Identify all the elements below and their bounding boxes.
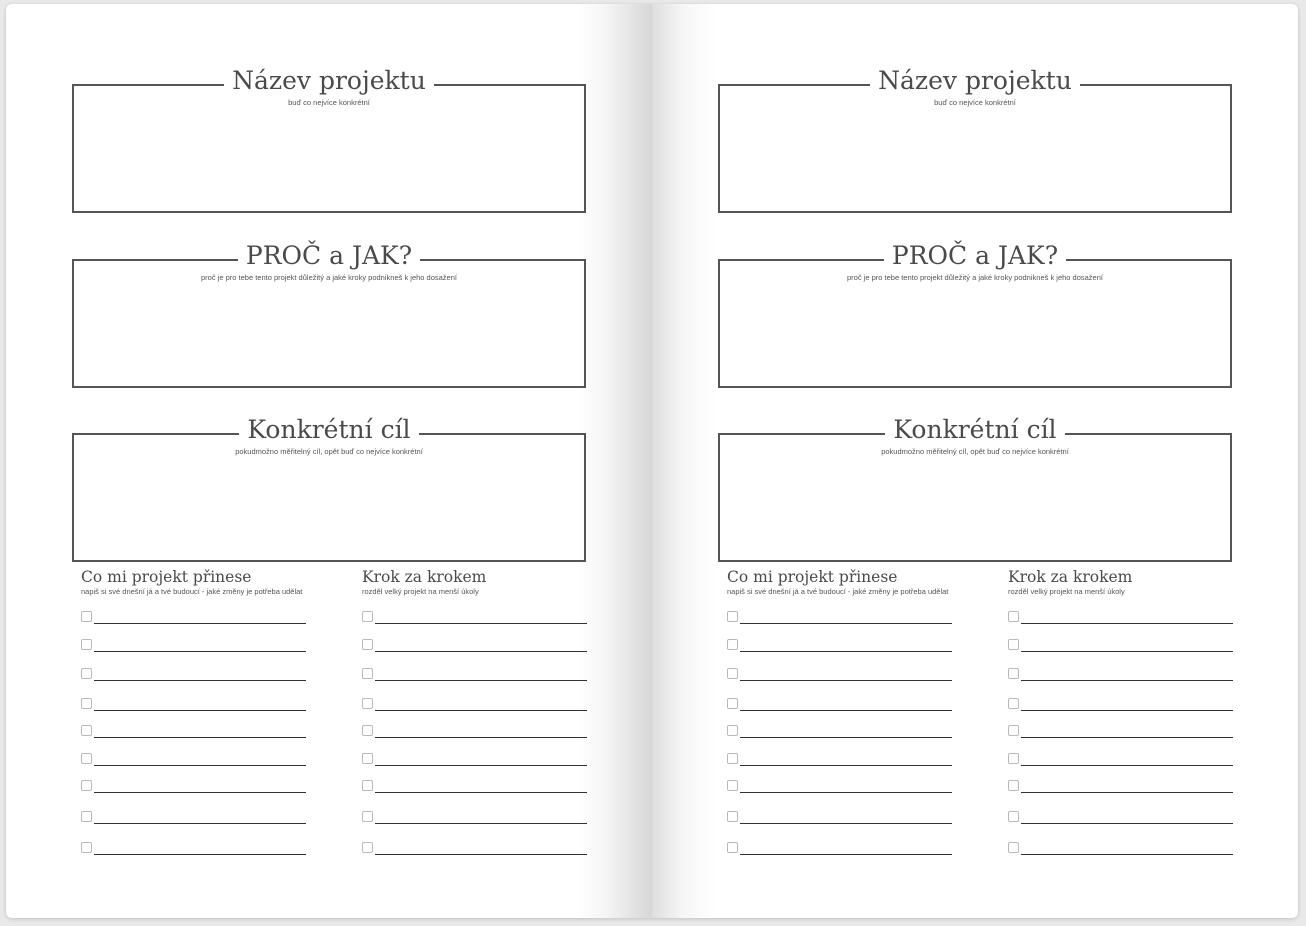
write-line[interactable]: [375, 854, 587, 855]
planner-spread: [6, 4, 1298, 918]
section-title: [72, 415, 586, 445]
checkbox[interactable]: [362, 611, 373, 622]
write-line[interactable]: [740, 854, 952, 855]
write-line[interactable]: [1021, 680, 1233, 681]
checklist-row: [727, 611, 953, 627]
write-line[interactable]: [1021, 823, 1233, 824]
checklist-row: [1008, 753, 1234, 769]
checklist-subtitle: rozděl velký projekt na menší úkoly: [1008, 587, 1125, 596]
section-title: [718, 241, 1232, 271]
section-title-text: Název projektu: [870, 66, 1080, 95]
checklist-title: Krok za krokem: [1008, 568, 1133, 586]
checkbox[interactable]: [1008, 753, 1019, 764]
checklist-row: [362, 639, 588, 655]
checkbox[interactable]: [727, 780, 738, 791]
write-line[interactable]: [94, 792, 306, 793]
checklist-row: [727, 780, 953, 796]
section-subtitle: buď co nejvíce konkrétní: [934, 98, 1016, 107]
write-line[interactable]: [740, 651, 952, 652]
write-line[interactable]: [375, 710, 587, 711]
write-line[interactable]: [375, 680, 587, 681]
section-title-text: Název projektu: [224, 66, 434, 95]
checklist-row: [1008, 725, 1234, 741]
checkbox[interactable]: [1008, 698, 1019, 709]
checklist-row: [1008, 639, 1234, 655]
checkbox[interactable]: [362, 668, 373, 679]
checkbox[interactable]: [362, 842, 373, 853]
checklist-row: [727, 753, 953, 769]
checklist-row: [362, 668, 588, 684]
section-subtitle: buď co nejvíce konkrétní: [288, 98, 370, 107]
section-subtitle: pokudmožno měřitelný cíl, opět buď co nejvíce konkrétní: [881, 447, 1069, 456]
write-line[interactable]: [1021, 710, 1233, 711]
checklist-row: [81, 611, 307, 627]
write-line[interactable]: [740, 680, 952, 681]
right-page: [652, 4, 1298, 918]
checkbox[interactable]: [1008, 780, 1019, 791]
checklist-row: [81, 811, 307, 827]
checkbox[interactable]: [362, 698, 373, 709]
checklist-row: [81, 725, 307, 741]
write-line[interactable]: [94, 680, 306, 681]
checklist-row: [727, 639, 953, 655]
checklist-row: [362, 753, 588, 769]
checklist-row: [727, 725, 953, 741]
section-subtitle: pokudmožno měřitelný cíl, opět buď co nejvíce konkrétní: [235, 447, 423, 456]
checkbox[interactable]: [81, 668, 92, 679]
checkbox[interactable]: [362, 811, 373, 822]
checkbox[interactable]: [1008, 842, 1019, 853]
checkbox[interactable]: [727, 725, 738, 736]
section-title-text: Konkrétní cíl: [885, 415, 1064, 444]
section-title-text: PROČ a JAK?: [884, 241, 1066, 270]
checkbox[interactable]: [727, 639, 738, 650]
checkbox[interactable]: [81, 753, 92, 764]
checkbox[interactable]: [362, 639, 373, 650]
write-line[interactable]: [740, 623, 952, 624]
checklist-row: [362, 611, 588, 627]
checklist-row: [727, 811, 953, 827]
checkbox[interactable]: [727, 811, 738, 822]
checklist-title: Co mi projekt přinese: [81, 568, 252, 586]
checklist-row: [362, 842, 588, 858]
checklist-subtitle: napiš si své dnešní já a tvé budoucí - jaké změny je potřeba udělat: [81, 587, 303, 596]
write-line[interactable]: [94, 651, 306, 652]
write-line[interactable]: [375, 623, 587, 624]
checkbox[interactable]: [727, 842, 738, 853]
checkbox[interactable]: [727, 611, 738, 622]
checklist-subtitle: rozděl velký projekt na menší úkoly: [362, 587, 479, 596]
checklist-title: Krok za krokem: [362, 568, 487, 586]
checkbox[interactable]: [81, 698, 92, 709]
checklist-title: Co mi projekt přinese: [727, 568, 898, 586]
write-line[interactable]: [1021, 854, 1233, 855]
checkbox[interactable]: [81, 639, 92, 650]
checklist-row: [727, 698, 953, 714]
checkbox[interactable]: [727, 698, 738, 709]
checklist-row: [81, 698, 307, 714]
checklist-row: [1008, 842, 1234, 858]
section-title: [718, 415, 1232, 445]
section-title-text: PROČ a JAK?: [238, 241, 420, 270]
section-title-text: Konkrétní cíl: [239, 415, 418, 444]
write-line[interactable]: [1021, 765, 1233, 766]
section-subtitle: proč je pro tebe tento projekt důležitý a jaké kroky podnikneš k jeho dosažení: [847, 273, 1103, 282]
section-title: [718, 66, 1232, 96]
checklist-row: [81, 842, 307, 858]
checklist-row: [362, 698, 588, 714]
write-line[interactable]: [1021, 792, 1233, 793]
checkbox[interactable]: [1008, 611, 1019, 622]
write-line[interactable]: [94, 623, 306, 624]
checklist-row: [1008, 811, 1234, 827]
section-subtitle: proč je pro tebe tento projekt důležitý a jaké kroky podnikneš k jeho dosažení: [201, 273, 457, 282]
checklist-row: [362, 725, 588, 741]
checkbox[interactable]: [727, 753, 738, 764]
checklist-row: [362, 780, 588, 796]
checklist-row: [727, 668, 953, 684]
write-line[interactable]: [740, 792, 952, 793]
left-page: [6, 4, 652, 918]
checkbox[interactable]: [1008, 668, 1019, 679]
write-line[interactable]: [375, 765, 587, 766]
write-line[interactable]: [1021, 623, 1233, 624]
checkbox[interactable]: [727, 668, 738, 679]
write-line[interactable]: [740, 710, 952, 711]
write-line[interactable]: [94, 854, 306, 855]
checkbox[interactable]: [362, 725, 373, 736]
section-title: [72, 241, 586, 271]
checklist-row: [362, 811, 588, 827]
checkbox[interactable]: [81, 611, 92, 622]
checklist-subtitle: napiš si své dnešní já a tvé budoucí - jaké změny je potřeba udělat: [727, 587, 949, 596]
write-line[interactable]: [740, 765, 952, 766]
page-gutter-shadow: [652, 4, 716, 918]
checklist-row: [81, 668, 307, 684]
write-line[interactable]: [375, 651, 587, 652]
write-line[interactable]: [94, 823, 306, 824]
write-line[interactable]: [375, 823, 587, 824]
checklist-row: [1008, 611, 1234, 627]
write-line[interactable]: [94, 710, 306, 711]
write-line[interactable]: [94, 737, 306, 738]
checklist-row: [81, 639, 307, 655]
checklist-row: [81, 780, 307, 796]
checkbox[interactable]: [81, 811, 92, 822]
checklist-row: [1008, 698, 1234, 714]
write-line[interactable]: [375, 737, 587, 738]
checkbox[interactable]: [81, 842, 92, 853]
write-line[interactable]: [740, 823, 952, 824]
checkbox[interactable]: [362, 780, 373, 791]
checkbox[interactable]: [1008, 811, 1019, 822]
checkbox[interactable]: [362, 753, 373, 764]
section-title: [72, 66, 586, 96]
checkbox[interactable]: [81, 780, 92, 791]
write-line[interactable]: [375, 792, 587, 793]
checkbox[interactable]: [1008, 725, 1019, 736]
checkbox[interactable]: [81, 725, 92, 736]
checklist-row: [1008, 668, 1234, 684]
checklist-row: [727, 842, 953, 858]
write-line[interactable]: [1021, 651, 1233, 652]
page-gutter-shadow: [576, 4, 652, 918]
write-line[interactable]: [1021, 737, 1233, 738]
checklist-row: [81, 753, 307, 769]
write-line[interactable]: [740, 737, 952, 738]
checkbox[interactable]: [1008, 639, 1019, 650]
checklist-row: [1008, 780, 1234, 796]
write-line[interactable]: [94, 765, 306, 766]
